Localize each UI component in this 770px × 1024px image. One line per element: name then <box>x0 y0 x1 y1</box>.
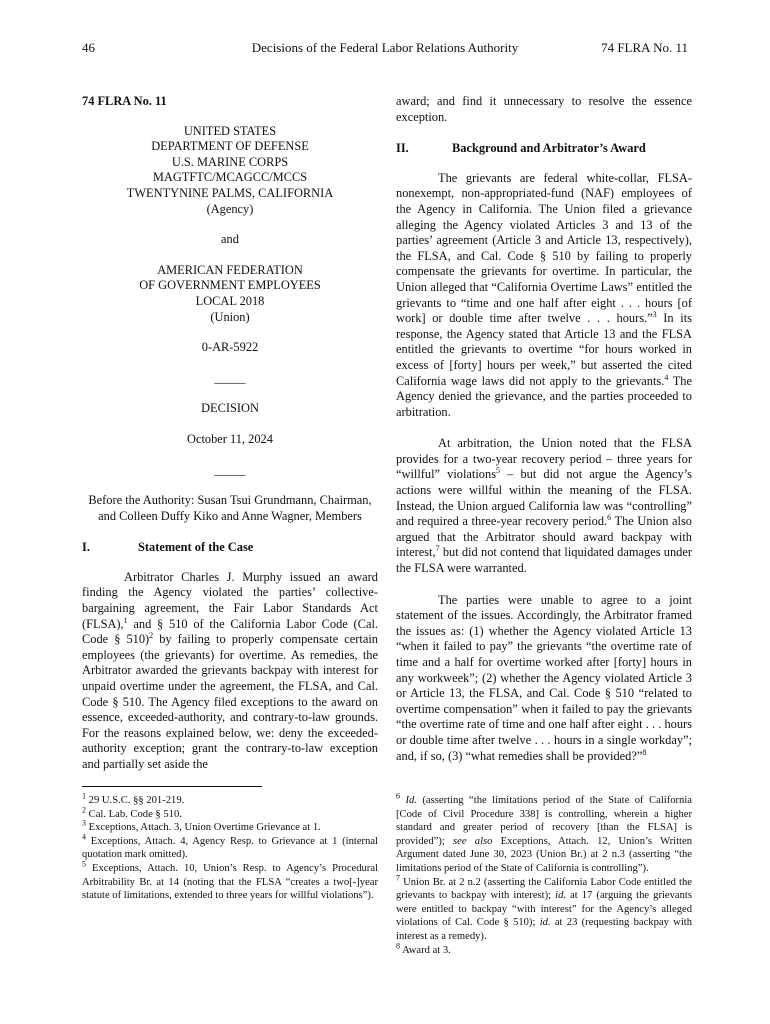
footnote: $^2$ Cal. Lab. Code § 510. <box>82 805 182 820</box>
paragraph: The parties were unable to agree to a joint statement of the issues. Accordingly, the Arbitrator framed the issues as: (1) whether the Agency violated Article 13 “when it failed to pay” the grievants “the overtime rate of time and a half for overtime worked after [forty] hours in any workweek”; (2) whether the Agency violated Article 3 or Article 13, the FLSA, and Cal. Code § 510 “related to overtime compensation” when it failed to pay the grievants “the overtime rate of time and one half after eight . . . hours or double time after twelve . . . hours in a single workday”; and, if so, (3) “what remedies shall be provided?”$^8$ <box>396 592 692 763</box>
union-line: AMERICAN FEDERATION <box>157 262 303 277</box>
agency-line: MAGTFTC/MCAGCC/MCCS <box>152 170 308 185</box>
footnote-ref: 1 <box>123 615 128 625</box>
section-heading <box>396 141 692 157</box>
footnote: $^6$ Id. (asserting “the limitations period of the State of California [Code of Civil Procedure 338] is controlling, wherein a higher standard and greater period of recovery [than the FLSA] is provided”); see also Exceptions, Attach. 12, Union’s Written Argument dated June 30, 2023 (Union Br.) at 2 n.3 (asserting “the limitations period of the State of California is controlling”). <box>396 791 693 874</box>
footnote-ref: 8 <box>642 747 647 757</box>
case-number: 74 FLRA No. 11 <box>82 94 167 108</box>
separator-rule: _____ <box>214 462 246 477</box>
footnote-divider <box>82 786 262 787</box>
footnote: $^8$ Award at 3. <box>396 941 451 956</box>
decision-date: October 11, 2024 <box>187 431 273 446</box>
section-number: I. <box>82 540 90 555</box>
right-column <box>396 94 692 764</box>
agency-line: UNITED STATES <box>183 123 277 138</box>
agency-line: U.S. MARINE CORPS <box>171 154 289 169</box>
footnotes-left <box>82 791 378 903</box>
section-title: Statement of the Case <box>138 540 254 555</box>
paragraph: The grievants are federal white-collar, FLSA-nonexempt, non-appropriated-fund (NAF) employees of the Agency in California. The Union filed a grievance alleging the Agency violated Articles 3 and 13 of the parties’ agreement (Article 3 and Article 13, respectively), the FLSA, and Cal. Code § 510 by failing to properly compensate the grievants for overtime. In particular, the Union alleged that “California Overtime Laws” entitled the grievants to “time and one half after eight . . . hours [of work] or double time after twelve . . . hours.”$^3$ In its response, the Agency stated that Article 13 and the FLSA entitled the grievants to overtime “for hours worked in excess of [forty] hours per week,” but asserted the cited California wage laws did not apply to the grievants.$^4$ The Agency denied the grievance, and the parties proceeded to arbitration. <box>396 170 692 419</box>
paragraph: At arbitration, the Union noted that the FLSA provides for a two-year recovery period – three years for “willful” violations$^5$ – but did not argue the Agency’s actions were willful within the meaning of the FLSA. Instead, the Union argued California law was “controlling” and required a three-year recovery period.$^6$ The Union also argued that the Arbitrator should award backpay with interest,$^7$ but did not contend that liquidated damages under the FLSA were warranted. <box>396 436 693 576</box>
footnote: $^7$ Union Br. at 2 n.2 (asserting the California Labor Code entitled the grievants to backpay with interest); id. at 17 (arguing the grievants were entitled to backpay “with interest” for the Agency’s alleged violations of Cal. Code § 510); id. at 23 (requesting backpay with interest as a remedy). <box>396 873 693 942</box>
running-title: Decisions of the Federal Labor Relations Authority <box>251 40 519 55</box>
agency-caption <box>82 124 378 525</box>
docket-number: 0-AR-5922 <box>201 340 259 355</box>
footnote-ref: 2 <box>149 631 154 641</box>
footnote: $^4$ Exceptions, Attach. 4, Agency Resp. to Grievance at 1 (internal quotation mark omitted). <box>82 832 378 861</box>
section-heading <box>82 540 378 556</box>
agency-line: DEPARTMENT OF DEFENSE <box>151 139 309 154</box>
section-title: Background and Arbitrator’s Award <box>452 141 646 156</box>
footnote: $^3$ Exceptions, Attach. 3, Union Overtime Grievance at 1. <box>82 818 321 834</box>
left-column <box>82 94 378 773</box>
footnote: $^1$ 29 U.S.C. §§ 201-219. <box>82 791 185 806</box>
running-citation: 74 FLRA No. 11 <box>601 40 688 55</box>
footnote-ref: 7 <box>435 544 440 554</box>
footnote-ref: 4 <box>664 372 669 382</box>
footnote: $^5$ Exceptions, Attach. 10, Union’s Resp. to Agency’s Procedural Arbitrability Br. at 14 (noting that the FLSA “creates a two[-]year statute of limitations, extended to three years for willful violations”). <box>82 859 378 902</box>
agency-line: TWENTYNINE PALMS, CALIFORNIA <box>126 185 334 200</box>
footnote-ref: 5 <box>496 466 501 476</box>
paragraph: Arbitrator Charles J. Murphy issued an award finding the Agency violated the parties’ collective-bargaining agreement, the Fair Labor Standards Act (FLSA),$^1$ and § 510 of the California Labor Code (Cal. Code § 510)$^2$ by failing to properly compensate certain employees (the grievants) for overtime. As remedies, the Arbitrator awarded the grievants backpay with interest for unpaid overtime under the agreement, the FLSA, and Cal. Code § 510. The Agency filed exceptions to the award on essence, exceeded-authority, and contrary-to-law grounds. For the reasons explained below, we: deny the exceeded-authority exception; grant the contrary-to-law exception and partially set aside the <box>82 569 378 771</box>
union-line: OF GOVERNMENT EMPLOYEES <box>139 278 321 293</box>
paragraph: award; and find it unnecessary to resolve the essence exception. <box>396 94 692 124</box>
and-connector: and <box>221 232 239 247</box>
union-line: (Union) <box>210 309 250 324</box>
footnote-ref: 6 <box>607 513 612 523</box>
section-number: II. <box>396 141 409 156</box>
union-line: LOCAL 2018 <box>195 293 265 308</box>
page-number: 46 <box>82 40 95 55</box>
footnotes-right <box>396 791 693 957</box>
agency-line: (Agency) <box>206 201 254 216</box>
decision-heading: DECISION <box>201 401 259 416</box>
separator-rule: _____ <box>214 370 246 385</box>
before-the-authority: Before the Authority: Susan Tsui Grundmann, Chairman, and Colleen Duffy Kiko and Anne Wagner, Members <box>88 493 372 523</box>
footnote-ref: 3 <box>652 310 657 319</box>
